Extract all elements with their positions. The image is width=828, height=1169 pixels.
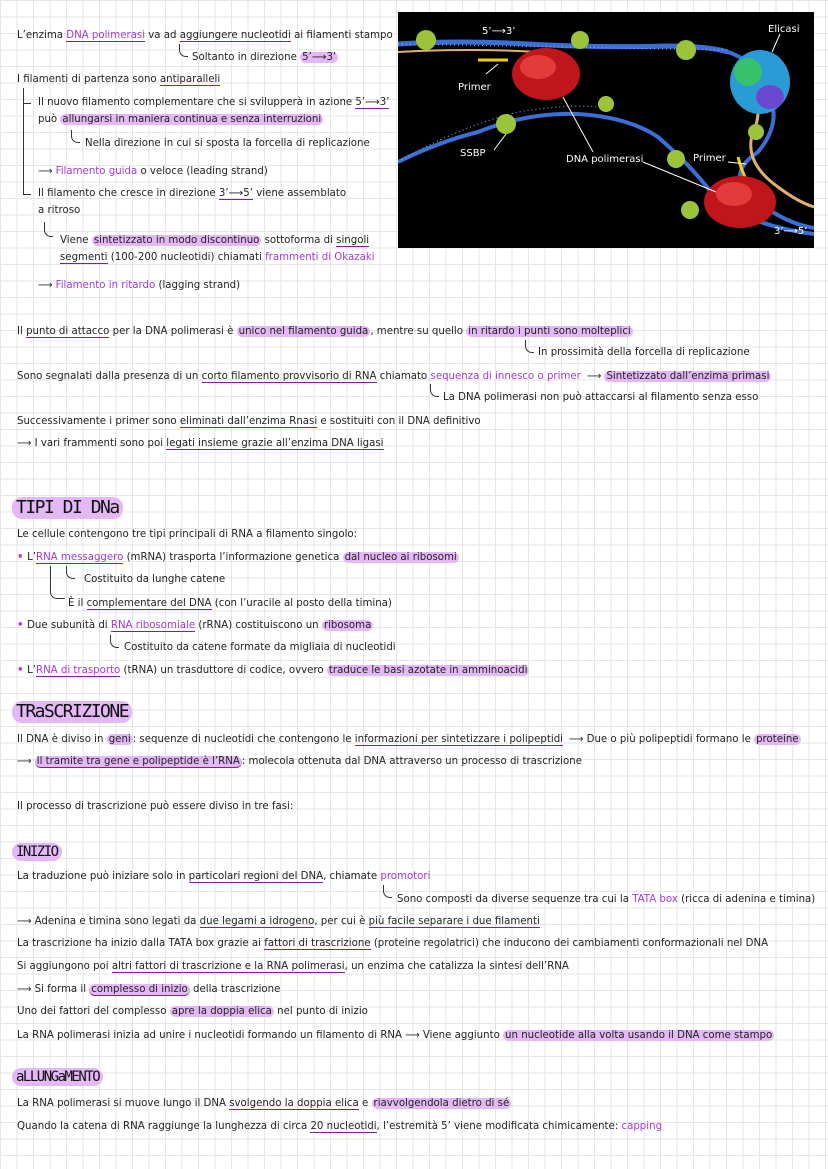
hook-arrow [383,885,392,898]
text-line: ⟶ Si forma il complesso di inizio della trascrizione [17,984,281,995]
text-line: Il nuovo filamento complementare che si svilupperà in azione 5’⟶3’ [38,97,390,108]
figure-label-dna-polimerasi: DNA polimerasi [566,154,644,165]
bullet-icon: • [17,665,28,676]
dna-replication-figure [398,12,814,248]
arrow-icon: ⟶ [38,280,53,291]
hook-arrow [525,340,534,353]
arrow-icon: ⟶ [38,166,53,177]
text-line: segmenti (100-200 nucleotidi) chiamati frammenti di Okazaki [60,252,375,263]
figure-label-ssbp: SSBP [460,148,486,159]
hook-arrow [50,566,65,599]
hook-arrow [110,635,119,648]
text-line: ⟶ Filamento guida o veloce (leading strand) [38,166,268,177]
text-line: La DNA polimerasi non può attaccarsi al filamento senza esso [443,392,759,403]
text-line: Si aggiungono poi altri fattori di trascrizione e la RNA polimerasi, un enzima che catalizza la sintesi dell’RNA [17,961,569,972]
text-line: Uno dei fattori del complesso apre la doppia elica nel punto di inizio [17,1006,368,1017]
figure-label-primer: Primer [693,153,726,164]
text-line: Soltanto in direzione 5’⟶3’ [192,52,337,63]
text-line: ⟶ Adenina e timina sono legati da due legami a idrogeno, per cui è più facile separare i due filamenti [17,916,540,927]
section-heading-allungamento: aLLUNGaMENTO [12,1068,103,1086]
hook-arrow [71,130,80,143]
text-line: ⟶ I vari frammenti sono poi legati insieme grazie all’enzima DNA ligasi [17,438,384,449]
text-line: La RNA polimerasi si muove lungo il DNA svolgendo la doppia elica e riavvolgendola dietro di sé [17,1098,510,1109]
text-line: La trascrizione ha inizio dalla TATA box grazie ai fattori di trascrizione (proteine regolatrici) che inducono dei cambiamenti conformazionali nel DNA [17,938,769,949]
text-line: Il processo di trascrizione può essere diviso in tre fasi: [17,801,294,812]
text-line: In prossimità della forcella di replicazione [538,347,750,358]
text-line: può allungarsi in maniera continua e senza interruzioni [38,114,322,125]
text-line: Le cellule contengono tre tipi principali di RNA a filamento singolo: [17,529,358,540]
arrow-icon: ⟶ [17,438,32,449]
text-line: Costituito da lunghe catene [84,574,226,585]
bullet-icon: • [17,552,28,563]
section-heading-trascrizione: TRaSCRIZIONE [12,701,132,723]
figure-label-3-5: 3’⟶5’ [774,226,808,237]
bullet-icon: • [17,620,28,631]
list-item: • L’RNA di trasporto (tRNA) un trasduttore di codice, ovvero traduce le basi azotate in amminoacidi [17,665,528,676]
figure-label-5-3: 5’⟶3’ [482,26,516,37]
text-line: ⟶ Filamento in ritardo (lagging strand) [38,280,241,291]
arrow-icon: ⟶ [569,734,584,745]
text-line: Successivamente i primer sono eliminati dall’enzima Rnasi e sostituiti con il DNA definitivo [17,416,481,427]
text-line: L’enzima DNA polimerasi va ad aggiungere nucleotidi ai filamenti stampo [17,30,393,41]
text-line: ⟶ Il tramite tra gene e polipeptide è l’RNA : molecola ottenuta dal DNA attraverso un processo di trascrizione [17,756,582,767]
arrow-icon: ⟶ [405,1030,420,1041]
text-line: La RNA polimerasi inizia ad unire i nucleotidi formando un filamento di RNA ⟶ Viene aggiunto un nucleotide alla volta usando il DNA come stampo [17,1030,773,1041]
text-line: Sono segnalati dalla presenza di un corto filamento provvisorio di RNA chiamato sequenza di innesco o primer ⟶ Sintetizzato dall’enzima primasi [17,371,770,382]
arrow-icon: ⟶ [586,371,602,382]
section-heading-tipi-di-dna: TIPI DI DNa [12,497,123,519]
replication-illustration [398,12,814,248]
text-line: Viene sintetizzato in modo discontinuo sottoforma di singoli [60,235,370,246]
text-line: È il complementare del DNA (con l’uracile al posto della timina) [68,598,392,609]
figure-label-primer: Primer [458,82,491,93]
arrow-icon: ⟶ [17,984,32,995]
section-heading-inizio: INIZIO [12,843,62,861]
hook-arrow [430,384,439,397]
list-item: • L’RNA messaggero (mRNA) trasporta l’informazione genetica dal nucleo ai ribosomi [17,552,457,563]
text-line: Il DNA è diviso in geni : sequenze di nucleotidi che contengono le informazioni per sintetizzare i polipeptidi ⟶ Due o più polipeptidi formano le proteine [17,734,799,745]
text-line: I filamenti di partenza sono antiparalleli [17,74,221,85]
text-line: Nella direzione in cui si sposta la forcella di replicazione [85,138,370,149]
text-line: La traduzione può iniziare solo in particolari regioni del DNA, chiamate promotori [17,871,431,882]
arrow-icon: ⟶ [17,916,32,927]
hook-arrow [44,222,53,237]
text-line: Il filamento che cresce in direzione 3’⟶5’ viene assemblato [38,188,347,199]
bracket-line [23,194,31,195]
list-item: • Due subunità di RNA ribosomiale (rRNA) costituiscono un ribosoma [17,620,372,631]
text-line: a ritroso [38,205,81,216]
text-line: Sono composti da diverse sequenze tra cui la TATA box (ricca di adenina e timina) [397,894,816,905]
text-line: Costituito da catene formate da migliaia di nucleotidi [124,642,396,653]
hook-arrow [66,566,75,579]
hook-arrow [179,44,188,57]
text-line: Il punto di attacco per la DNA polimerasi è unico nel filamento guida , mentre su quello in ritardo i punti sono molteplici [17,326,631,337]
arrow-icon: ⟶ [17,756,32,767]
bracket-line [23,103,31,104]
figure-label-elicasi: Elicasi [768,24,800,35]
text-line: Quando la catena di RNA raggiunge la lunghezza di circa 20 nucleotidi, l’estremità 5’ viene modificata chimicamente: capping [17,1121,663,1132]
